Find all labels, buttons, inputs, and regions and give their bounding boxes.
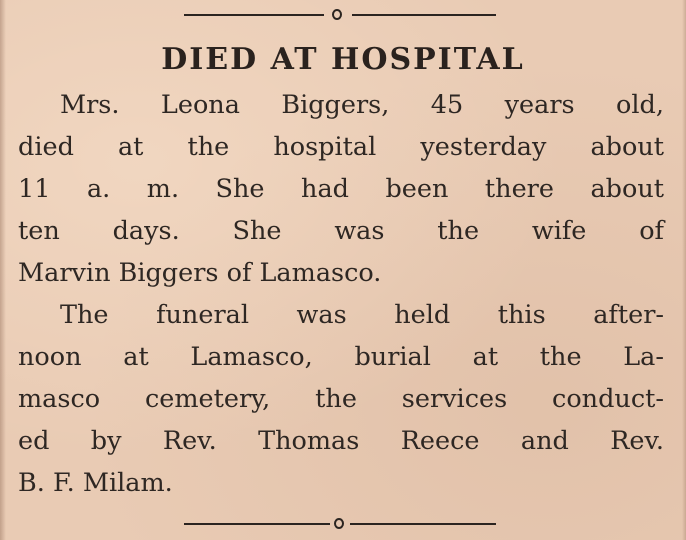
torn-edge-left (0, 0, 6, 540)
text-line: Marvin Biggers of Lamasco. (18, 258, 382, 288)
text-line: ed by Rev. Thomas Reece and Rev. (18, 426, 664, 456)
text-line: died at the hospital yesterday about (18, 132, 664, 162)
rule-circle-ornament (332, 9, 342, 20)
text-line: ten days. She was the wife of (18, 216, 664, 246)
text-line: noon at Lamasco, burial at the La- (18, 342, 664, 372)
rule-line (350, 523, 496, 525)
rule-line (352, 14, 496, 16)
text-line: masco cemetery, the services conduct- (18, 384, 664, 414)
article-body (18, 84, 664, 504)
rule-line (184, 14, 324, 16)
text-line: Mrs. Leona Biggers, 45 years old, (60, 90, 664, 120)
text-line: The funeral was held this after- (60, 300, 664, 330)
top-ornamental-rule (184, 8, 496, 22)
text-line: B. F. Milam. (18, 468, 173, 498)
rule-line (184, 523, 330, 525)
bottom-ornamental-rule (184, 517, 496, 531)
rule-circle-ornament (334, 518, 344, 529)
text-line: 11 a. m. She had been there about (18, 174, 664, 204)
torn-edge-right (682, 0, 686, 540)
headline: DIED AT HOSPITAL (161, 42, 525, 77)
